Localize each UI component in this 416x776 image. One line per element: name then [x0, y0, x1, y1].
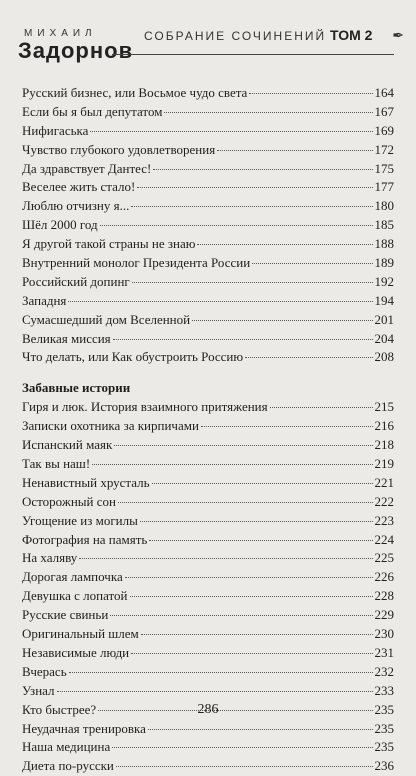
toc-entry-page: 188	[374, 236, 394, 252]
leader-dots	[197, 244, 372, 245]
toc-entry	[22, 103, 394, 122]
toc-entry-page: 204	[374, 330, 394, 346]
toc-entry-page: 225	[374, 550, 394, 566]
toc-entry	[22, 568, 394, 587]
toc-list-main	[22, 84, 394, 367]
toc-entry-page: 177	[374, 179, 394, 195]
toc-entry-page: 230	[374, 626, 394, 642]
toc-entry-page: 180	[374, 198, 394, 214]
toc-entry-title: На халяву	[22, 550, 78, 566]
toc-entry-page: 218	[374, 437, 394, 453]
toc-entry-title: Наша медицина	[22, 739, 111, 755]
toc-entry-title: Веселее жить стало!	[22, 179, 136, 195]
toc-entry-title: Чувство глубокого удовлетворения	[22, 141, 216, 157]
toc-list-stories	[22, 398, 394, 776]
toc-entry	[22, 474, 394, 493]
toc-entry	[22, 606, 394, 625]
running-header	[16, 24, 404, 74]
leader-dots	[140, 521, 373, 522]
section-heading: Забавные истории	[22, 380, 131, 396]
leader-dots	[149, 540, 372, 541]
toc-entry-title: Западня	[22, 292, 67, 308]
toc-entry-page: 235	[374, 720, 394, 736]
leader-dots	[92, 464, 372, 465]
toc-entry-title: Гиря и люк. История взаимного притяжения	[22, 399, 268, 415]
toc-entry-title: Шёл 2000 год	[22, 217, 98, 233]
page-number: 286	[197, 702, 219, 717]
toc-entry-title: Диета по-русски	[22, 758, 114, 774]
leader-dots	[131, 206, 372, 207]
toc-entry-page: 222	[374, 493, 394, 509]
toc-entry-title: Да здравствует Дантес!	[22, 160, 152, 176]
toc-entry-title: Независимые люди	[22, 644, 130, 660]
toc-entry-page: 223	[374, 512, 394, 528]
toc-entry-page: 216	[374, 418, 394, 434]
toc-entry	[22, 625, 394, 644]
toc-entry-page: 185	[374, 217, 394, 233]
toc-entry-title: Так вы наш!	[22, 456, 91, 472]
toc-entry-title: Внутренний монолог Президента России	[22, 255, 251, 271]
toc-entry-title: Оригинальный шлем	[22, 626, 139, 642]
toc-entry-page: 232	[374, 663, 394, 679]
toc-entry-page: 233	[374, 682, 394, 698]
leader-dots	[131, 653, 372, 654]
toc-entry-page: 208	[374, 349, 394, 365]
toc-entry	[22, 141, 394, 160]
toc-entry	[22, 197, 394, 216]
leader-dots	[192, 320, 372, 321]
toc-entry-title: Девушка с лопатой	[22, 588, 128, 604]
leader-dots	[249, 93, 372, 94]
leader-dots	[118, 502, 373, 503]
author-last-name: Задорнов	[18, 38, 134, 63]
toc-entry	[22, 273, 394, 292]
toc-entry	[22, 216, 394, 235]
toc-entry-title: Русский бизнес, или Восьмое чудо света	[22, 85, 248, 100]
leader-dots	[110, 615, 372, 616]
toc-entry	[22, 348, 394, 367]
leader-dots	[152, 483, 373, 484]
toc-entry-page: 201	[374, 311, 394, 327]
toc-entry-title: Угощение из могилы	[22, 512, 138, 528]
toc-entry-title: Осторожный сон	[22, 493, 116, 509]
toc-entry-page: 175	[374, 160, 394, 176]
toc-entry-page: 215	[374, 399, 394, 415]
toc-entry	[22, 587, 394, 606]
toc-entry	[22, 254, 394, 273]
toc-entry-page: 172	[374, 141, 394, 157]
toc-entry	[22, 720, 394, 739]
toc-entry	[22, 84, 394, 103]
volume-number: ТОМ 2	[330, 27, 373, 43]
toc-entry-page: 219	[374, 456, 394, 472]
leader-dots	[245, 357, 372, 358]
leader-dots	[114, 445, 372, 446]
toc-entry-page: 228	[374, 588, 394, 604]
toc-entry-title: Испанский маяк	[22, 437, 113, 453]
toc-entry-title: Ненавистный хрусталь	[22, 474, 150, 490]
toc-entry	[22, 549, 394, 568]
toc-entry-title: Русские свиньи	[22, 607, 109, 623]
toc-entry	[22, 512, 394, 531]
toc-entry-page: 231	[374, 644, 394, 660]
leader-dots	[132, 282, 373, 283]
leader-dots	[125, 577, 373, 578]
leader-dots	[57, 691, 373, 692]
leader-dots	[252, 263, 372, 264]
leader-dots	[79, 558, 372, 559]
toc-entry-page: 235	[374, 701, 394, 717]
toc-entry	[22, 493, 394, 512]
leader-dots	[130, 596, 373, 597]
toc-entry	[22, 644, 394, 663]
toc-entry-page: 192	[374, 273, 394, 289]
leader-dots	[217, 150, 372, 151]
toc-entry	[22, 531, 394, 550]
toc-entry-title: Вчерась	[22, 663, 67, 679]
toc-entry	[22, 398, 394, 417]
leader-dots	[137, 187, 372, 188]
toc-entry-title: Если бы я был депутатом	[22, 103, 163, 119]
toc-entry-page: 224	[374, 531, 394, 547]
leader-dots	[116, 766, 373, 767]
toc-entry	[22, 682, 394, 701]
table-of-contents	[22, 84, 394, 776]
toc-entry-page: 167	[374, 103, 394, 119]
toc-entry-title: Сумасшедший дом Вселенной	[22, 311, 191, 327]
leader-dots	[90, 131, 372, 132]
toc-entry-title: Российский допинг	[22, 273, 130, 289]
toc-entry	[22, 292, 394, 311]
leader-dots	[270, 407, 373, 408]
toc-entry-title: Неудачная тренировка	[22, 720, 146, 736]
toc-entry-title: Фотография на память	[22, 531, 148, 547]
toc-entry-title: Узнал	[22, 682, 55, 698]
toc-entry-page: 221	[374, 474, 394, 490]
toc-entry-page: 235	[374, 739, 394, 755]
toc-entry	[22, 663, 394, 682]
author-first-name: МИХАИЛ	[24, 28, 97, 39]
toc-entry	[22, 330, 394, 349]
toc-entry	[22, 417, 394, 436]
toc-entry	[22, 235, 394, 254]
toc-entry-title: Дорогая лампочка	[22, 569, 123, 585]
series-title: СОБРАНИЕ СОЧИНЕНИЙ	[144, 29, 327, 43]
toc-entry	[22, 455, 394, 474]
toc-entry	[22, 738, 394, 757]
toc-entry-page: 169	[374, 122, 394, 138]
header-rule	[112, 54, 394, 55]
leader-dots	[148, 729, 373, 730]
leader-dots	[141, 634, 373, 635]
toc-entry-title: Люблю отчизну я...	[22, 198, 130, 214]
toc-entry-page: 236	[374, 758, 394, 774]
leader-dots	[112, 747, 372, 748]
leader-dots	[164, 112, 372, 113]
toc-entry-title: Нифигаська	[22, 122, 89, 138]
toc-entry	[22, 311, 394, 330]
toc-entry-title: Кто быстрее?	[22, 701, 97, 717]
toc-entry-page: 229	[374, 607, 394, 623]
toc-entry-title: Записки охотника за кирпичами	[22, 418, 199, 434]
leader-dots	[100, 225, 373, 226]
toc-entry-page: 194	[374, 292, 394, 308]
toc-entry	[22, 178, 394, 197]
toc-entry	[22, 122, 394, 141]
toc-entry	[22, 436, 394, 455]
leader-dots	[153, 169, 372, 170]
toc-entry-page: 189	[374, 255, 394, 271]
toc-entry-title: Что делать, или Как обустроить Россию	[22, 349, 244, 365]
leader-dots	[201, 426, 373, 427]
toc-entry-title: Великая миссия	[22, 330, 111, 346]
toc-entry	[22, 757, 394, 776]
toc-entry-page: 164	[374, 85, 394, 100]
toc-entry	[22, 160, 394, 179]
toc-entry-page: 226	[374, 569, 394, 585]
leader-dots	[68, 301, 372, 302]
quill-icon: ✒	[392, 29, 404, 44]
leader-dots	[69, 672, 373, 673]
leader-dots	[113, 339, 373, 340]
toc-entry-title: Я другой такой страны не знаю	[22, 236, 196, 252]
